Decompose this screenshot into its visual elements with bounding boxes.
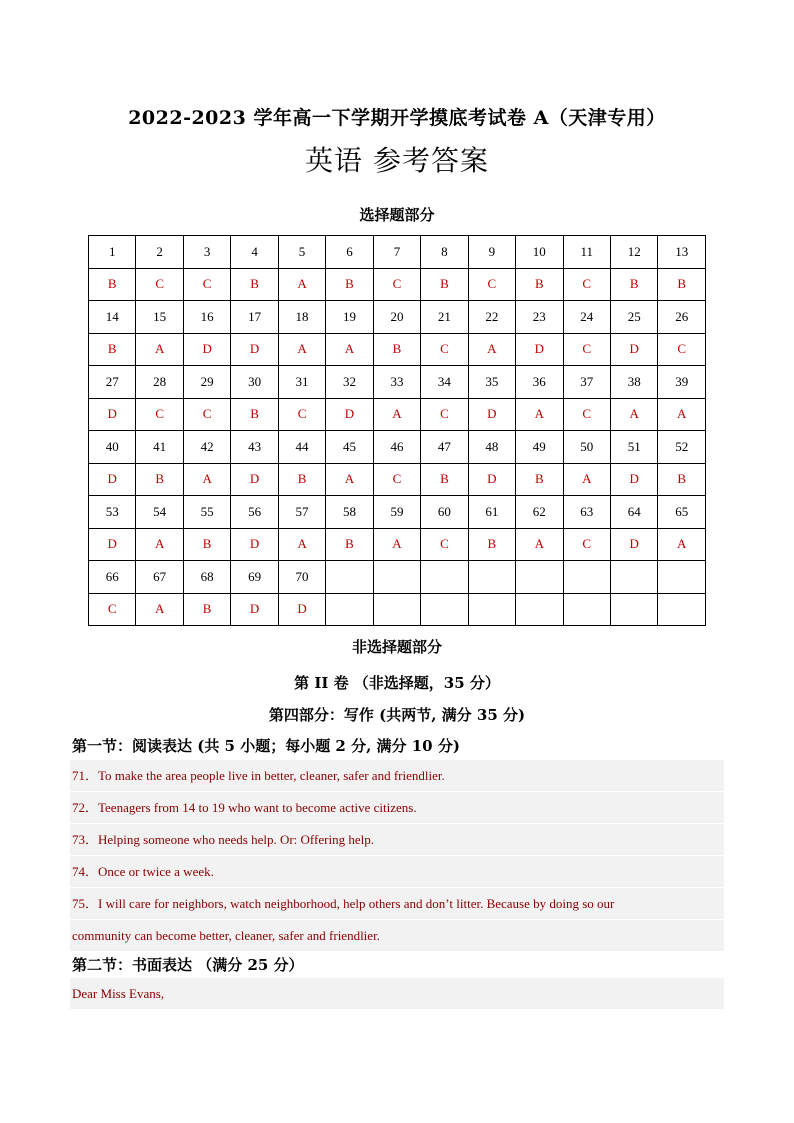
answer-cell: C — [468, 268, 515, 301]
answer-cell: B — [421, 463, 468, 496]
answer-row — [89, 333, 706, 366]
answer-cell: B — [516, 268, 563, 301]
question-number-cell: 45 — [326, 431, 373, 464]
question-number-cell — [421, 561, 468, 594]
answer-cell: C — [421, 528, 468, 561]
answer-row — [89, 398, 706, 431]
exam-title: 2022-2023 学年高一下学期开学摸底考试卷 A（天津专用） — [128, 107, 666, 129]
question-number-cell: 14 — [89, 301, 136, 334]
question-number-cell: 33 — [373, 366, 420, 399]
answer-cell: B — [610, 268, 657, 301]
answer-cell — [326, 593, 373, 626]
answer-cell: D — [610, 333, 657, 366]
letter-salutation: Dear Miss Evans, — [70, 978, 724, 1010]
question-number-cell: 1 — [89, 236, 136, 269]
answer-cell: A — [326, 463, 373, 496]
question-number-cell: 67 — [136, 561, 183, 594]
question-number-cell: 47 — [421, 431, 468, 464]
answer-cell: D — [610, 528, 657, 561]
question-number-cell: 68 — [183, 561, 230, 594]
answer-cell — [468, 593, 515, 626]
answer-row — [89, 463, 706, 496]
question-number-cell: 31 — [278, 366, 325, 399]
answer-cell: B — [326, 528, 373, 561]
question-number-cell: 26 — [658, 301, 706, 334]
question-number-cell — [658, 561, 706, 594]
answer-cell — [421, 593, 468, 626]
answer-cell: C — [183, 268, 230, 301]
question-number-cell: 28 — [136, 366, 183, 399]
question-number-cell: 64 — [610, 496, 657, 529]
answer-cell: C — [136, 398, 183, 431]
question-number-cell: 63 — [563, 496, 610, 529]
answer-cell — [563, 593, 610, 626]
question-number-cell: 65 — [658, 496, 706, 529]
answer-cell: A — [658, 398, 706, 431]
answer-cell: C — [278, 398, 325, 431]
answer-cell: A — [516, 398, 563, 431]
answer-line-74: 74．Once or twice a week. — [70, 856, 724, 888]
answer-cell: D — [278, 593, 325, 626]
answer-cell: C — [563, 268, 610, 301]
question-number-cell: 49 — [516, 431, 563, 464]
question-number-cell: 15 — [136, 301, 183, 334]
answer-cell — [516, 593, 563, 626]
question-number-cell: 37 — [563, 366, 610, 399]
answer-line-75-cont: community can become better, cleaner, safer and friendlier. — [70, 920, 724, 952]
number-row — [89, 496, 706, 529]
answer-cell: D — [89, 463, 136, 496]
section1-heading: 第一节：阅读表达 (共 5 小题；每小题 2 分, 满分 10 分) — [72, 737, 460, 755]
question-number-cell: 32 — [326, 366, 373, 399]
question-number-cell — [610, 561, 657, 594]
answer-cell: A — [610, 398, 657, 431]
answer-cell: C — [89, 593, 136, 626]
answer-cell: D — [231, 333, 278, 366]
answer-cell: C — [658, 333, 706, 366]
answer-cell: C — [421, 333, 468, 366]
answer-key-subtitle: 英语 参考答案 — [305, 144, 489, 177]
answer-cell: C — [136, 268, 183, 301]
question-number-cell: 51 — [610, 431, 657, 464]
answer-cell: C — [563, 333, 610, 366]
question-number-cell: 52 — [658, 431, 706, 464]
question-number-cell: 17 — [231, 301, 278, 334]
answer-cell: B — [183, 528, 230, 561]
answer-cell: A — [183, 463, 230, 496]
answer-cell: B — [278, 463, 325, 496]
answer-cell: D — [231, 593, 278, 626]
answer-cell: B — [326, 268, 373, 301]
answer-cell: A — [516, 528, 563, 561]
question-number-cell: 40 — [89, 431, 136, 464]
question-number-cell: 19 — [326, 301, 373, 334]
answer-cell: C — [373, 268, 420, 301]
question-number-cell — [326, 561, 373, 594]
answer-cell: B — [516, 463, 563, 496]
answer-cell: D — [231, 528, 278, 561]
answer-table — [88, 235, 706, 626]
answer-cell: D — [610, 463, 657, 496]
question-number-cell — [516, 561, 563, 594]
question-number-cell: 30 — [231, 366, 278, 399]
question-number-cell: 2 — [136, 236, 183, 269]
section2-heading: 第二节：书面表达 （满分 25 分） — [72, 956, 304, 974]
part-heading: 第四部分：写作 (共两节, 满分 35 分) — [268, 706, 526, 724]
question-number-cell — [373, 561, 420, 594]
answer-cell: B — [468, 528, 515, 561]
answer-cell: C — [563, 528, 610, 561]
question-number-cell: 29 — [183, 366, 230, 399]
answer-cell: B — [421, 268, 468, 301]
answer-cell: C — [421, 398, 468, 431]
answer-cell: D — [89, 398, 136, 431]
number-row — [89, 561, 706, 594]
number-row — [89, 431, 706, 464]
answer-cell: D — [516, 333, 563, 366]
answer-cell: D — [183, 333, 230, 366]
answer-cell: A — [136, 593, 183, 626]
answer-cell: A — [373, 398, 420, 431]
question-number-cell: 53 — [89, 496, 136, 529]
question-number-cell: 27 — [89, 366, 136, 399]
answer-cell: A — [136, 528, 183, 561]
answer-line-75: 75．I will care for neighbors, watch neighborhood, help others and don’t litter. Because by doing so our — [70, 888, 724, 920]
question-number-cell: 60 — [421, 496, 468, 529]
answer-cell: D — [89, 528, 136, 561]
answer-cell: B — [658, 463, 706, 496]
answer-cell: B — [136, 463, 183, 496]
answer-row — [89, 528, 706, 561]
question-number-cell: 11 — [563, 236, 610, 269]
question-number-cell: 7 — [373, 236, 420, 269]
answer-cell: A — [278, 268, 325, 301]
answer-cell: B — [183, 593, 230, 626]
question-number-cell: 61 — [468, 496, 515, 529]
section2-answer-box — [70, 978, 724, 1010]
question-number-cell — [468, 561, 515, 594]
answer-row — [89, 268, 706, 301]
answer-cell: B — [373, 333, 420, 366]
question-number-cell: 56 — [231, 496, 278, 529]
question-number-cell: 3 — [183, 236, 230, 269]
question-number-cell: 55 — [183, 496, 230, 529]
question-number-cell: 25 — [610, 301, 657, 334]
question-number-cell: 12 — [610, 236, 657, 269]
answer-cell: C — [563, 398, 610, 431]
answer-cell: B — [231, 398, 278, 431]
answer-cell: A — [278, 528, 325, 561]
question-number-cell: 62 — [516, 496, 563, 529]
question-number-cell: 24 — [563, 301, 610, 334]
question-number-cell: 57 — [278, 496, 325, 529]
question-number-cell: 6 — [326, 236, 373, 269]
answer-line-72: 72．Teenagers from 14 to 19 who want to become active citizens. — [70, 792, 724, 824]
question-number-cell: 5 — [278, 236, 325, 269]
question-number-cell — [563, 561, 610, 594]
question-number-cell: 42 — [183, 431, 230, 464]
question-number-cell: 23 — [516, 301, 563, 334]
answer-cell: D — [468, 398, 515, 431]
answer-cell: C — [183, 398, 230, 431]
answer-row — [89, 593, 706, 626]
answer-cell: B — [231, 268, 278, 301]
answer-cell: A — [326, 333, 373, 366]
answer-cell: C — [373, 463, 420, 496]
multiple-choice-heading: 选择题部分 — [359, 206, 435, 224]
question-number-cell: 10 — [516, 236, 563, 269]
answer-line-73: 73．Helping someone who needs help. Or: Offering help. — [70, 824, 724, 856]
question-number-cell: 58 — [326, 496, 373, 529]
question-number-cell: 20 — [373, 301, 420, 334]
question-number-cell: 21 — [421, 301, 468, 334]
question-number-cell: 9 — [468, 236, 515, 269]
question-number-cell: 18 — [278, 301, 325, 334]
answer-cell: A — [658, 528, 706, 561]
answer-cell — [610, 593, 657, 626]
answer-cell: D — [231, 463, 278, 496]
question-number-cell: 36 — [516, 366, 563, 399]
section1-answer-box — [70, 760, 724, 952]
answer-line-71: 71．To make the area people live in better, cleaner, safer and friendlier. — [70, 760, 724, 792]
question-number-cell: 13 — [658, 236, 706, 269]
volume-heading: 第 II 卷 （非选择题，35 分） — [294, 674, 500, 692]
question-number-cell: 38 — [610, 366, 657, 399]
answer-cell: A — [563, 463, 610, 496]
answer-cell: B — [658, 268, 706, 301]
question-number-cell: 4 — [231, 236, 278, 269]
answer-cell: B — [89, 333, 136, 366]
number-row — [89, 366, 706, 399]
question-number-cell: 44 — [278, 431, 325, 464]
question-number-cell: 35 — [468, 366, 515, 399]
question-number-cell: 39 — [658, 366, 706, 399]
answer-cell — [373, 593, 420, 626]
question-number-cell: 22 — [468, 301, 515, 334]
question-number-cell: 59 — [373, 496, 420, 529]
question-number-cell: 43 — [231, 431, 278, 464]
answer-cell: B — [89, 268, 136, 301]
non-choice-heading: 非选择题部分 — [351, 638, 442, 656]
question-number-cell: 8 — [421, 236, 468, 269]
question-number-cell: 50 — [563, 431, 610, 464]
question-number-cell: 54 — [136, 496, 183, 529]
number-row — [89, 236, 706, 269]
answer-cell: A — [468, 333, 515, 366]
question-number-cell: 66 — [89, 561, 136, 594]
question-number-cell: 48 — [468, 431, 515, 464]
question-number-cell: 46 — [373, 431, 420, 464]
answer-cell: A — [136, 333, 183, 366]
question-number-cell: 69 — [231, 561, 278, 594]
answer-cell: A — [278, 333, 325, 366]
question-number-cell: 70 — [278, 561, 325, 594]
number-row — [89, 301, 706, 334]
answer-cell — [658, 593, 706, 626]
question-number-cell: 41 — [136, 431, 183, 464]
answer-cell: D — [326, 398, 373, 431]
answer-cell: D — [468, 463, 515, 496]
question-number-cell: 16 — [183, 301, 230, 334]
question-number-cell: 34 — [421, 366, 468, 399]
answer-cell: A — [373, 528, 420, 561]
